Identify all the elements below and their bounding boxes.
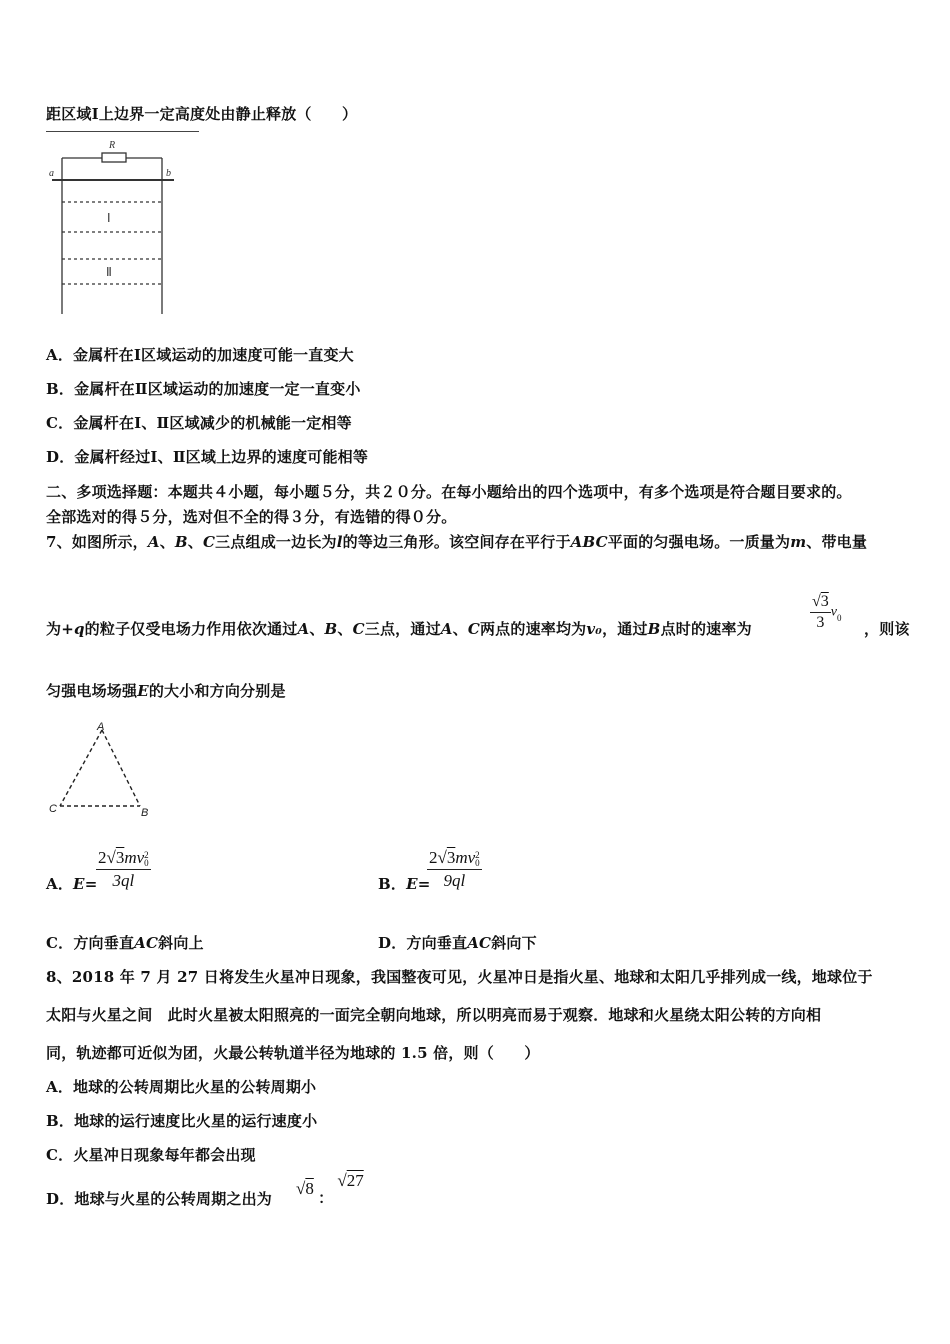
q6-option-a: A．金属杆在Ⅰ区域运动的加速度可能一直变大 bbox=[46, 346, 354, 364]
q8-line2: 太阳与火星之间 此时火星被太阳照亮的一面完全朝向地球，所以明亮而易于观察．地球和火星绕太阳公转的方向相 bbox=[46, 1006, 822, 1024]
point-b-label: b bbox=[166, 168, 171, 179]
q7-option-b-fraction: 2√3mv 2 0 9ql bbox=[429, 848, 480, 890]
speed-fraction: $\frac{√3}{3}$ $v_0$ bbox=[812, 593, 842, 631]
q7-line1: 7、如图所示，A、B、C三点组成一边长为l的等边三角形。该空间存在平行于ABC平面的匀强电场。一质量为m、带电量 bbox=[46, 533, 868, 551]
q7-option-a-fraction: 2√3mv 2 0 3ql bbox=[98, 848, 149, 890]
q8-option-a: A．地球的公转周期比火星的公转周期小 bbox=[46, 1078, 317, 1096]
region-2-label: Ⅱ bbox=[106, 265, 112, 279]
q6-stem-tail: 距区域Ⅰ上边界一定高度处由静止释放（ ） bbox=[46, 105, 358, 123]
q8-option-d: D．地球与火星的公转周期之出为 bbox=[46, 1190, 273, 1208]
q7-option-c: C．方向垂直AC斜向上 bbox=[46, 934, 204, 952]
q7-option-a-label: A．E= bbox=[46, 875, 98, 893]
point-a-label: a bbox=[49, 168, 54, 179]
q7-option-d: D．方向垂直AC斜向下 bbox=[378, 934, 537, 952]
section2-line1: 二、多项选择题：本题共４小题，每小题５分，共２０分。在每小题给出的四个选项中，有多个选项是符合题目要求的。 bbox=[46, 483, 852, 501]
q8-option-c: C．火星冲日现象每年都会出现 bbox=[46, 1146, 256, 1164]
footnote-rule bbox=[46, 131, 199, 132]
vertex-a-label: A bbox=[97, 721, 105, 733]
q8-option-b: B．地球的运行速度比火星的运行速度小 bbox=[46, 1112, 318, 1130]
vertex-b-label: B bbox=[141, 807, 149, 819]
q6-option-b: B．金属杆在Ⅱ区域运动的加速度一定一直变小 bbox=[46, 380, 361, 398]
q8-option-d-ratio: √8 ： √27 bbox=[296, 1171, 364, 1207]
q7-option-b-label: B．E= bbox=[378, 875, 431, 893]
q6-option-d: D．金属杆经过Ⅰ、Ⅱ区域上边界的速度可能相等 bbox=[46, 448, 369, 466]
section2-line2: 全部选对的得５分，选对但不全的得３分，有选错的得０分。 bbox=[46, 508, 457, 526]
resistor-label: R bbox=[109, 140, 116, 151]
q7-line2-tail: ，则该 bbox=[864, 620, 910, 638]
q7-line3: 匀强电场场强E的大小和方向分别是 bbox=[46, 682, 286, 700]
region-1-label: Ⅰ bbox=[107, 211, 111, 225]
q6-option-c: C．金属杆在Ⅰ、Ⅱ区域减少的机械能一定相等 bbox=[46, 414, 352, 432]
q7-line2: 为+q的粒子仅受电场力作用依次通过A、B、C三点，通过A、C两点的速率均为v₀，通过B点时的速率为 bbox=[46, 620, 752, 638]
q8-line3: 同，轨迹都可近似为团，火最公转轨道半径为地球的 1.5 倍，则（ ） bbox=[46, 1044, 540, 1062]
rails-figure bbox=[46, 134, 186, 316]
vertex-c-label: C bbox=[49, 803, 57, 815]
triangle-figure bbox=[46, 718, 161, 823]
q8-line1: 8、2018 年 7 月 27 日将发生火星冲日现象，我国整夜可见，火星冲日是指火星、地球和太阳几乎排列成一线，地球位于 bbox=[46, 968, 873, 986]
